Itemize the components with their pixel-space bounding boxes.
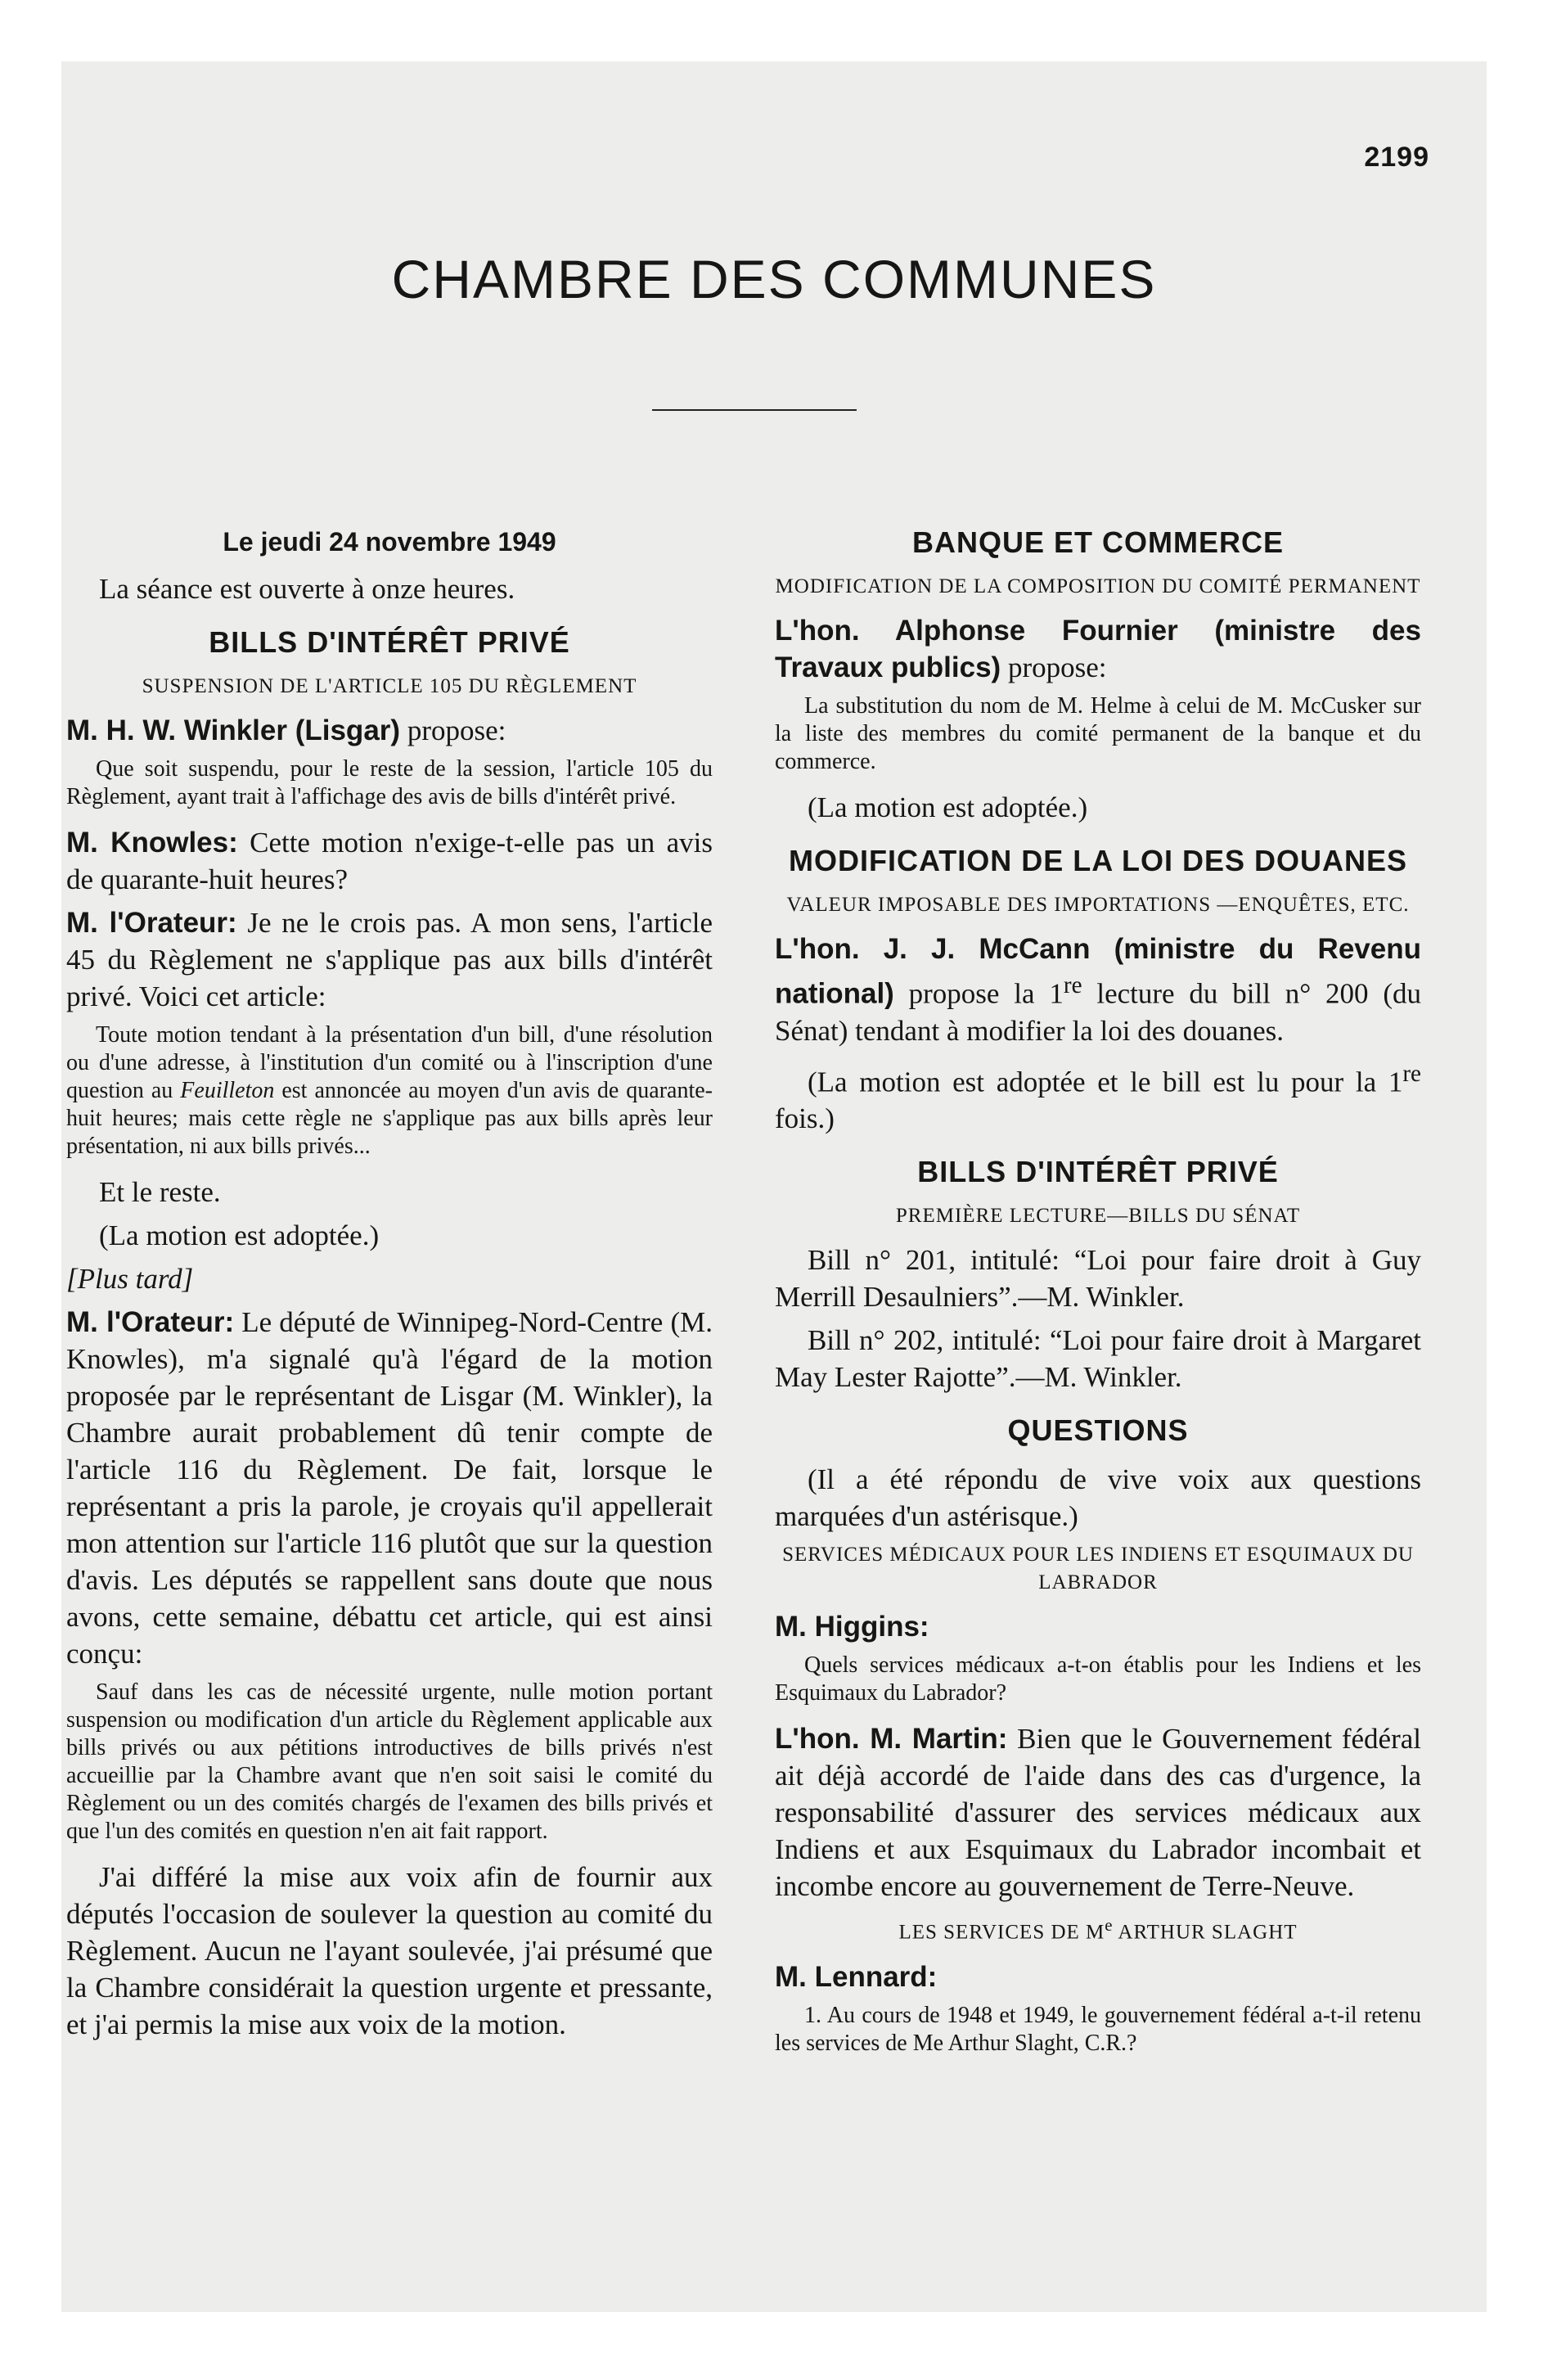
mccann-text-1: propose la 1 [893, 977, 1064, 1010]
motion-quote: Que soit suspendu, pour le reste de la session, l'article 105 du Règlement, ayant trait à l'affichage des avis de bills d'intérêt privé. [66, 756, 713, 809]
speaker-lennard: M. Lennard: [775, 1960, 938, 1993]
orateur-text-2: Le député de Winnipeg-Nord-Centre (M. Knowles), m'a signalé qu'à l'égard de la motion proposée par le représentant de Lisgar (M. Winkler), la Chambre aurait probablement dû tenir compte de l'article 116 du Règlement. De fait, lorsque le représentant a pris la parole, je croyais qu'il appellerait mon attention sur l'article 116 plutôt que sur la question d'avis. Les députés se rappellent sans doute que nous avons, cette semaine, débattu cet article, qui est ainsi conçu: [66, 1306, 713, 1670]
speaker-knowles: M. Knowles: [66, 827, 238, 859]
heading-bills-interet-prive-right: BILLS D'INTÉRÊT PRIVÉ [917, 1155, 1279, 1189]
opening-line: La séance est ouverte à onze heures. [99, 573, 515, 605]
bill-202: Bill n° 202, intitulé: “Loi pour faire droit à Margaret May Lester Rajotte”.—M. Winkler. [775, 1324, 1421, 1394]
speaker-winkler: M. H. W. Winkler (Lisgar) [66, 714, 401, 746]
article-45-feuilleton: Feuilleton [180, 1078, 275, 1103]
et-le-reste: Et le reste. [99, 1176, 221, 1208]
fournier-text: propose: [1001, 651, 1107, 683]
fournier-motion [775, 612, 1421, 686]
higgins-quote: Quels services médicaux a-t-on établis pour les Indiens et les Esquimaux du Labrador? [775, 1652, 1421, 1706]
slaght-sup: e [1105, 1915, 1114, 1936]
page-number: 2199 [1364, 142, 1429, 173]
mccann-text-2: lecture du bill n° 200 (du Sénat) tendant à modifier la loi des douanes. [775, 977, 1421, 1047]
article-45-part-1: Toute motion tendant à la présentation d'un bill, d'une résolution ou d'une adresse, à l'institution d'un comité ou à l'inscription d'une question au [66, 1022, 713, 1103]
bill-201: Bill n° 201, intitulé: “Loi pour faire droit à Guy Merrill Desaulniers”.—M. Winkler. [775, 1244, 1421, 1314]
fournier-quote: La substitution du nom de M. Helme à celui de M. McCusker sur la liste des membres du comité permanent de la banque et du commerce. [775, 693, 1421, 774]
right-column [775, 524, 1421, 2071]
slaght-part-2: ARTHUR SLAGHT [1113, 1921, 1298, 1944]
heading-bills-interet-prive: BILLS D'INTÉRÊT PRIVÉ [209, 625, 570, 659]
speaker-orateur-2: M. l'Orateur: [66, 1306, 235, 1338]
motion-adopted-bill-read [775, 1056, 1421, 1138]
plus-tard [66, 1260, 713, 1297]
plus-tard-text: [Plus tard] [66, 1263, 194, 1295]
adopted-read-2: fois.) [775, 1102, 835, 1135]
masthead-title: CHAMBRE DES COMMUNES [391, 249, 1157, 309]
heading-loi-douanes: MODIFICATION DE LA LOI DES DOUANES [788, 844, 1407, 877]
motion-adopted-left: (La motion est adoptée.) [99, 1219, 380, 1251]
lennard-quote: 1. Au cours de 1948 et 1949, le gouvernement fédéral a-t-il retenu les services de Me Arthur Slaght, C.R.? [775, 2002, 1421, 2056]
higgins-question [775, 1608, 1421, 1645]
slaght-part-1: LES SERVICES DE M [898, 1921, 1105, 1944]
martin-answer [775, 1720, 1421, 1904]
adopted-read-1: (La motion est adoptée et le bill est lu pour la 1 [808, 1066, 1403, 1098]
adopted-read-sup: re [1402, 1060, 1421, 1087]
motion-adopted-right-1: (La motion est adoptée.) [808, 791, 1088, 823]
heading-banque-commerce: BANQUE ET COMMERCE [911, 525, 1284, 559]
speaker-mccann: L'hon. J. J. McCann (ministre du Revenu national) [775, 933, 1421, 1010]
martin-text: Bien que le Gouvernement fédéral ait déjà accordé de l'aide dans des cas d'urgence, la responsabilité d'assurer des services médicaux aux Indiens et aux Esquimaux du Labrador incombait et incombe encore au gouvernement de Terre-Neuve. [775, 1723, 1421, 1903]
subheading-composition-comite: MODIFICATION DE LA COMPOSITION DU COMITÉ PERMANENT [775, 575, 1421, 597]
heading-questions: QUESTIONS [1007, 1413, 1189, 1448]
sitting-date: Le jeudi 24 novembre 1949 [223, 527, 556, 557]
knowles-remark [66, 824, 713, 898]
subheading-valeur-imposable: VALEUR IMPOSABLE DES IMPORTATIONS —ENQUÊTES, ETC. [786, 894, 1410, 916]
speaker-orateur: M. l'Orateur: [66, 907, 237, 939]
subheading-services-medicaux: SERVICES MÉDICAUX POUR LES INDIENS ET ESQUIMAUX DU LABRADOR [782, 1544, 1414, 1594]
article-45-quote [66, 1021, 713, 1161]
subheading-slaght [775, 1911, 1421, 1946]
subheading-premiere-lecture: PREMIÈRE LECTURE—BILLS DU SÉNAT [895, 1205, 1301, 1228]
title-rule [652, 409, 857, 411]
orateur-remark-1 [66, 904, 713, 1015]
speaker-fournier: L'hon. Alphonse Fournier (ministre des Travaux publics) [775, 615, 1421, 683]
winkler-text: propose: [400, 714, 506, 746]
speaker-martin: L'hon. M. Martin: [775, 1723, 1008, 1756]
orateur-text-1: Je ne le crois pas. A mon sens, l'article 45 du Règlement ne s'applique pas aux bills d'intérêt privé. Voici cet article: [66, 907, 713, 1012]
subheading-suspension: SUSPENSION DE L'ARTICLE 105 DU RÈGLEMENT [142, 675, 637, 697]
article-45-part-2: est annoncée au moyen d'un avis de quarante-huit heures; mais cette règle ne s'applique pas aux bills après leur présentation, ni aux bills privés... [66, 1078, 713, 1159]
winkler-motion [66, 712, 713, 749]
article-116-quote: Sauf dans les cas de nécessité urgente, nulle motion portant suspension ou modification d'un article du Règlement applicable aux bills privés ou aux pétitions introductives de bills privés n'est accueillie par la Chambre avant que n'en soit saisi le comité du Règlement ou un des comités chargés de l'examen des bills privés et que l'un des comités en question n'en ait fait rapport. [66, 1679, 713, 1844]
lennard-question [775, 1959, 1421, 1995]
left-column [66, 524, 713, 2049]
questions-note: (Il a été répondu de vive voix aux questions marquées d'un astérisque.) [775, 1463, 1421, 1533]
knowles-text: Cette motion n'exige-t-elle pas un avis de quarante-huit heures? [66, 827, 713, 895]
final-paragraph: J'ai différé la mise aux voix afin de fournir aux députés l'occasion de soulever la question au comité du Règlement. Aucun ne l'ayant soulevée, j'ai présumé que la Chambre considérait la question urgente et pressante, et j'ai permis la mise aux voix de la motion. [66, 1861, 713, 2040]
mccann-motion [775, 931, 1421, 1049]
page-scan [61, 61, 1487, 2312]
mccann-sup: re [1063, 972, 1082, 998]
speaker-higgins: M. Higgins: [775, 1611, 929, 1643]
orateur-remark-2 [66, 1304, 713, 1672]
